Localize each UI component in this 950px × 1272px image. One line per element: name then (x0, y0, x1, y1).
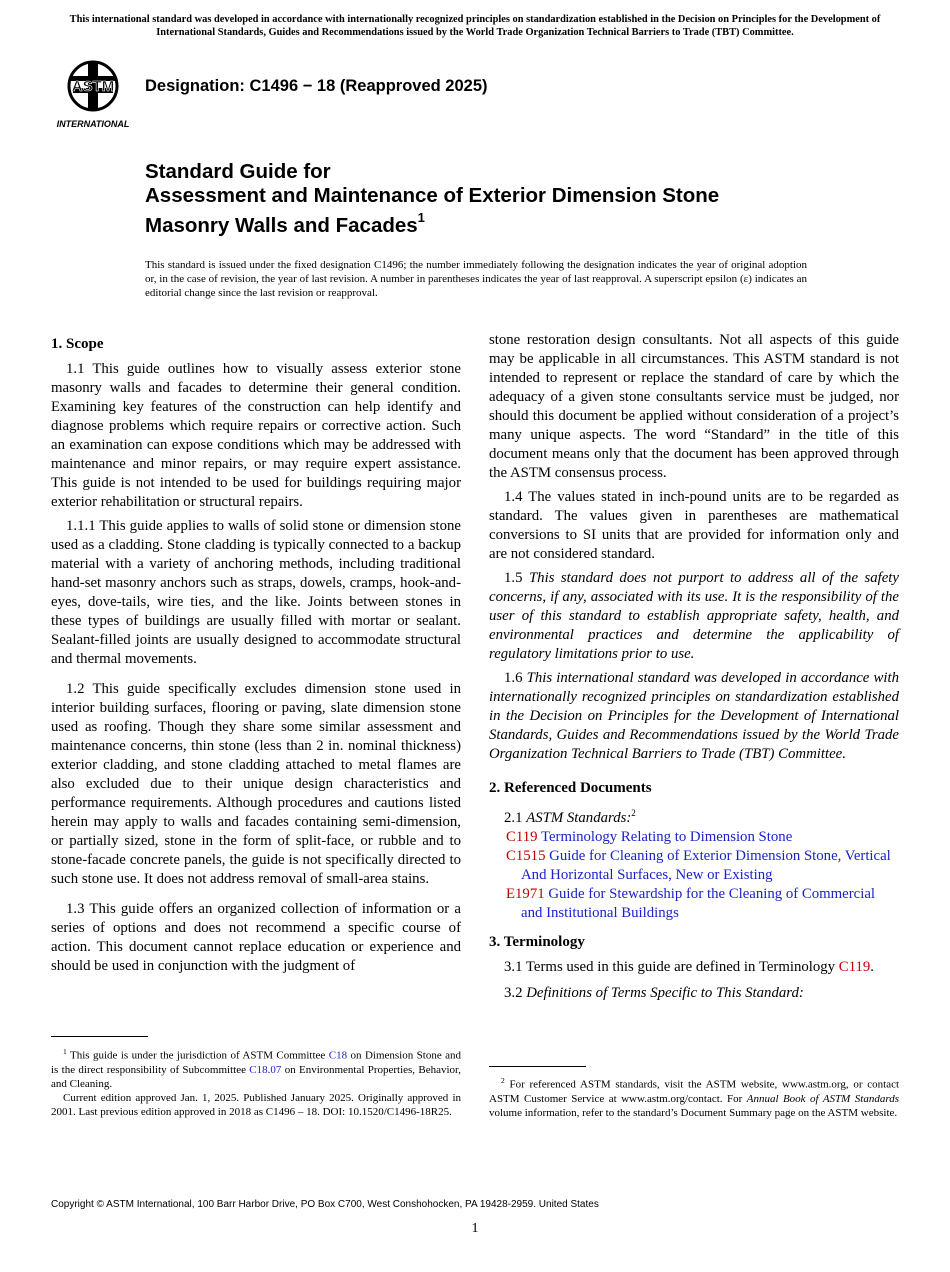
paragraph-2-1: 2.1 ASTM Standards:$^2$ (504, 808, 636, 826)
title-footnote-ref: 1 (417, 210, 425, 225)
reference-code-link[interactable]: E1971 (506, 885, 545, 902)
document-title (145, 160, 719, 238)
terminology-link[interactable]: C119 (838, 958, 871, 975)
logo-text: ASTM (71, 78, 115, 95)
title-line-1: Standard Guide for (145, 160, 331, 183)
reference-title-link[interactable]: Guide for Cleaning of Exterior Dimension Stone, Vertical And Horizontal Surfaces, New or Existing (521, 847, 891, 883)
reference-item[interactable] (489, 885, 899, 923)
title-line-3: Masonry Walls and Facades$^1$ (145, 210, 425, 237)
astm-logo-icon (51, 58, 135, 132)
footnote-1-edition: Current edition approved Jan. 1, 2025. Published January 2025. Originally approved in 2001. Last previous edition approved in 2018 as C1496 – 18. DOI: 10.1520/C1496-18R25. (51, 1092, 461, 1119)
paragraph-1-5: 1.5 This standard does not purport to address all of the safety concerns, if any, associated with its use. It is the responsibility of the user of this standard to establish appropriate safety, health, and environmental practices and determine the applicability of regulatory limitations prior to use. (489, 570, 899, 662)
paragraph-1-4: 1.4 The values stated in inch-pound units are to be regarded as standard. The values given in parentheses are mathematical conversions to SI units that are provided for information only and are not considered standard. (489, 489, 899, 562)
title-line-2: Assessment and Maintenance of Exterior Dimension Stone (145, 184, 720, 207)
section-heading-scope: 1. Scope (51, 336, 104, 352)
issue-note: This standard is issued under the fixed designation C1496; the number immediately following the designation indicates the year of original adoption or, in the case of revision, the year of last revision. A number in parentheses indicates the year of last reapproval. A superscript epsilon (ε) indicates an editorial change since the last revision or reapproval. (145, 259, 807, 299)
copyright-notice: Copyright © ASTM International, 100 Barr Harbor Drive, PO Box C700, West Conshohocken, PA 19428-2959. United States (51, 1199, 599, 1210)
committee-link[interactable]: C18 (328, 1049, 348, 1062)
paragraph-1-6: 1.6 This international standard was developed in accordance with internationally recognized principles on standardization established in the Decision on Principles for the Development of International Standards, Guides and Recommendations issued by the World Trade Organization Technical Barriers to Trade (TBT) Committee. (489, 670, 899, 762)
section-heading-terminology: 3. Terminology (489, 933, 585, 950)
reference-title-link[interactable]: Guide for Stewardship for the Cleaning of Commercial and Institutional Buildings (521, 885, 876, 921)
subcommittee-link[interactable]: C18.07 (249, 1063, 282, 1076)
paragraph-1-1-1: 1.1.1 This guide applies to walls of solid stone or dimension stone used as a cladding. Stone cladding is typically connected to a backup material with a variety of anchoring methods, including traditional hand-set masonry anchors such as straps, dowels, cramps, hook-and-eyes, dove-tails, wire ties, and the like. Joints between stones in these types of buildings are usually filled with mortar or sealant. Sealant-filled joints are usually designed to accommodate structural and thermal movements. (51, 518, 461, 667)
footnote-1: $^1$ This guide is under the jurisdiction of ASTM Committee C18 on Dimension Stone and is the direct responsibility of Subcommittee C18.07 on Environmental Properties, Behavior, and Cleaning. Current edition approved Jan. 1, 2025. Published January 2025. Originally approved in 2001. Last previous edition approved in 2018 as C1496 – 18. DOI: 10.1520/C1496-18R25. (51, 1047, 462, 1119)
reference-item[interactable] (489, 828, 899, 847)
reference-code-link[interactable]: C119 (506, 828, 538, 845)
logo-subtext: INTERNATIONAL (56, 119, 130, 129)
designation: Designation: C1496 − 18 (Reapproved 2025) (145, 77, 488, 95)
page-number: 1 (471, 1221, 479, 1236)
paragraph-1-2: 1.2 This guide specifically excludes dimension stone used in interior building surfaces, flooring or paving, slate dimension stone used as roofing. Though they share some similar assessment and maintenance concerns, thin stone (less than 2 in. nominal thickness) exterior cladding, and stone cladding attached to metal flames are also excluded due to their unique design characteristics and performance requirements. Although procedures and cautions listed herein may apply to walls and facades containing semi-dimension, or partially sized, stone in the form of split-face, or rubble and to stone-facade concrete panels, the guide is not specifically directed to such stone use. It does not address removal of small-area stains. (51, 681, 461, 887)
astm-logo (51, 58, 135, 132)
reference-title-link[interactable]: Terminology Relating to Dimension Stone (540, 828, 793, 845)
right-column (489, 331, 899, 1008)
left-column (51, 331, 461, 981)
paragraph-3-1: 3.1 Terms used in this guide are defined in Terminology C119. (504, 958, 874, 975)
reference-code-link[interactable]: C1515 (506, 847, 546, 864)
reference-item[interactable] (489, 847, 899, 885)
footnote-2: $^2$ For referenced ASTM standards, visit the ASTM website, www.astm.org, or contact ASTM Customer Service at www.astm.org/contact. For Annual Book of ASTM Standards volume information, refer to the standard’s Document Summary page on the ASTM website. (489, 1076, 900, 1120)
section-heading-referenced: 2. Referenced Documents (489, 780, 652, 796)
paragraph-3-2: 3.2 Definitions of Terms Specific to This Standard: (504, 984, 804, 1001)
header-note: This international standard was developed in accordance with internationally recognized principles on standardization established in the Decision on Principles for the Development of International Standards, Guides and Recommendations issued by the World Trade Organization Technical Barriers to Trade (TBT) Committee. (69, 14, 881, 38)
footnote-rule-left (51, 1036, 148, 1037)
paragraph-1-3: 1.3 This guide offers an organized collection of information or a series of options and does not recommend a specific course of action. This document cannot replace education or experience and should be used in conjunction with the judgment of (51, 901, 461, 974)
paragraph-1-1: 1.1 This guide outlines how to visually assess exterior stone masonry walls and facades to determine their general condition. Examining key features of the construction can help identify and diagnose problems which require repairs or corrective action. Such an examination can expose conditions which may be addressed with maintenance and minor repairs, or may require expert assistance. This guide is not intended to be used for buildings requiring major exterior rehabilitation or structural repairs. (51, 361, 461, 510)
footnote-rule-right (489, 1066, 586, 1067)
paragraph-1-3-cont: stone restoration design consultants. Not all aspects of this guide may be applicable in all circumstances. This ASTM standard is not intended to represent or replace the standard of care by which the adequacy of a given stone consultants service must be judged, nor should this document be applied without consideration of a project’s many unique aspects. The word “Standard” in the title of this document means only that the document has been approved through the ASTM consensus process. (489, 332, 899, 481)
